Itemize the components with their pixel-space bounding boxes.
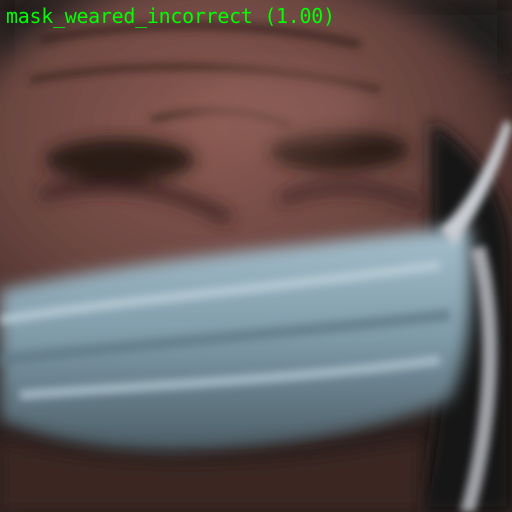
- detection-label: [6, 4, 335, 28]
- cheek-highlight: [190, 70, 370, 150]
- detection-score: (1.00): [264, 4, 335, 28]
- detection-class: mask_weared_incorrect: [6, 4, 253, 28]
